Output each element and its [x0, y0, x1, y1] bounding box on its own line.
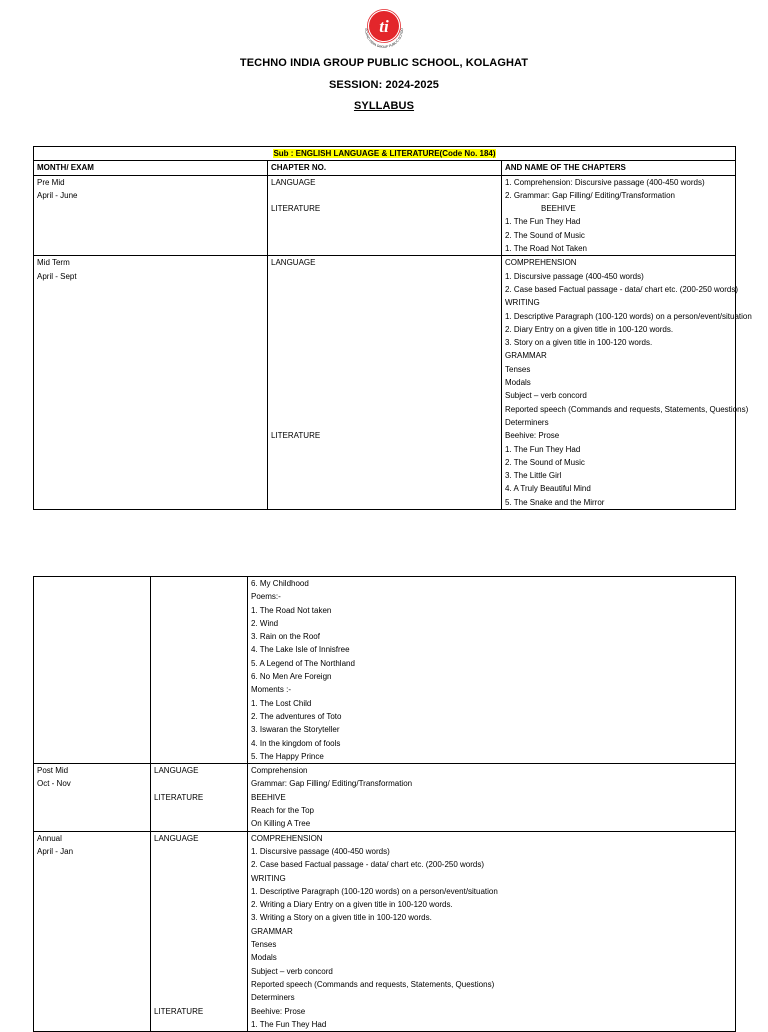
- session-label: SESSION: 2024-2025: [328, 79, 440, 91]
- chapter-type-label: [154, 858, 244, 871]
- chapter-line: Moments :-: [251, 685, 292, 695]
- chapter-type-label: [154, 911, 244, 924]
- chapter-type-label: [271, 403, 498, 416]
- chapter-type-label: [271, 283, 498, 296]
- chapter-line: Reach for the Top: [251, 806, 315, 816]
- chapter-line: 1. Discursive passage (400-450 words): [251, 846, 390, 856]
- chapter-type-label: LITERATURE: [271, 431, 321, 441]
- chapter-line: 5. The Happy Prince: [251, 751, 324, 761]
- chapter-type-label: [154, 777, 244, 790]
- chapter-type-label: [154, 951, 244, 964]
- chapter-line: 4. A Truly Beautiful Mind: [505, 484, 591, 494]
- chapter-type-label: [154, 898, 244, 911]
- chapter-line: WRITING: [251, 873, 286, 883]
- chapter-line: 1. The Fun They Had: [251, 1019, 327, 1029]
- chapter-line: WRITING: [505, 298, 540, 308]
- chapter-type-label: [154, 817, 244, 830]
- table-row: [34, 577, 736, 764]
- chapter-line: COMPREHENSION: [251, 833, 323, 843]
- subject-heading: Sub : ENGLISH LANGUAGE & LITERATURE(Code No. 184): [34, 147, 736, 161]
- chapter-type-label: [271, 270, 498, 283]
- chapter-type-label: [271, 482, 498, 495]
- chapter-line: Tenses: [505, 364, 531, 374]
- chapter-type-label: LANGUAGE: [154, 833, 199, 843]
- chapter-type-label: [271, 242, 498, 255]
- chapter-type-label: [271, 296, 498, 309]
- school-logo-icon: [357, 8, 411, 50]
- chapter-line: Poems:-: [251, 592, 281, 602]
- chapter-line: 3. Story on a given title in 100-120 words.: [505, 338, 653, 348]
- exam-label: Mid Term: [37, 258, 70, 268]
- chapter-type-label: [271, 496, 498, 509]
- chapter-line: 5. A Legend of The Northland: [251, 658, 355, 668]
- chapter-line: 1. Descriptive Paragraph (100-120 words) on a person/event/situation: [251, 886, 498, 896]
- chapter-type-label: [154, 965, 244, 978]
- table-row: [34, 175, 736, 256]
- chapter-type-label: [271, 443, 498, 456]
- chapter-line: 4. The Lake Isle of Innisfree: [251, 645, 350, 655]
- chapter-line: 3. Iswaran the Storyteller: [251, 725, 340, 735]
- chapter-line: Beehive: Prose: [251, 1006, 306, 1016]
- chapter-line: Modals: [251, 953, 277, 963]
- chapter-line: 3. Writing a Story on a given title in 100-120 words.: [251, 913, 432, 923]
- chapter-line: COMPREHENSION: [505, 258, 577, 268]
- table-row: [34, 831, 736, 1031]
- chapter-line: BEEHIVE: [251, 792, 286, 802]
- chapter-line: GRAMMAR: [251, 926, 293, 936]
- chapter-line: BEEHIVE: [541, 204, 576, 214]
- exam-label: April - June: [37, 190, 78, 200]
- chapter-type-label: [271, 376, 498, 389]
- chapter-type-label: [154, 1018, 244, 1031]
- chapter-type-label: [271, 363, 498, 376]
- chapter-line: 3. Rain on the Roof: [251, 632, 320, 642]
- chapter-line: On Killing A Tree: [251, 819, 311, 829]
- chapter-line: Reported speech (Commands and requests, Statements, Questions): [505, 404, 749, 414]
- chapter-line: 2. The Sound of Music: [505, 230, 585, 240]
- column-header: CHAPTER NO.: [268, 161, 502, 175]
- chapter-line: 2. Wind: [251, 618, 279, 628]
- chapter-type-label: [271, 456, 498, 469]
- exam-label: Pre Mid: [37, 177, 65, 187]
- chapter-line: Comprehension: [251, 766, 308, 776]
- school-name: TECHNO INDIA GROUP PUBLIC SCHOOL, KOLAGHAT: [239, 57, 529, 69]
- chapter-line: 2. The adventures of Toto: [251, 711, 342, 721]
- chapter-type-label: [271, 416, 498, 429]
- chapter-line: 6. No Men Are Foreign: [251, 672, 332, 682]
- chapter-line: GRAMMAR: [505, 351, 547, 361]
- table-row: [34, 764, 736, 831]
- chapter-type-label: [154, 925, 244, 938]
- exam-label: April - Sept: [37, 271, 77, 281]
- chapter-type-label: [271, 349, 498, 362]
- chapter-line: 2. Writing a Diary Entry on a given title in 100-120 words.: [251, 900, 453, 910]
- chapter-type-label: [154, 938, 244, 951]
- exam-label: Post Mid: [37, 766, 69, 776]
- chapter-line: Reported speech (Commands and requests, Statements, Questions): [251, 979, 495, 989]
- chapter-type-label: LITERATURE: [154, 1006, 204, 1016]
- svg-text:TECHNO INDIA GROUP PUBLIC SCHO: ECHNO INDIA GROUP PUBLIC SCHOO: [363, 28, 405, 50]
- chapter-type-label: [154, 845, 244, 858]
- svg-text:ti: ti: [379, 17, 389, 36]
- chapter-line: 2. Diary Entry on a given title in 100-120 words.: [505, 324, 674, 334]
- chapter-line: 1. The Road Not Taken: [505, 244, 587, 254]
- chapter-line: Determiners: [505, 417, 549, 427]
- chapter-line: 5. The Snake and the Mirror: [505, 497, 605, 507]
- chapter-type-label: [271, 189, 498, 202]
- chapter-type-label: [154, 872, 244, 885]
- chapter-line: 1. Descriptive Paragraph (100-120 words) on a person/event/situation: [505, 311, 752, 321]
- chapter-type-label: [271, 469, 498, 482]
- chapter-line: 2. Grammar: Gap Filling/ Editing/Transformation: [505, 190, 675, 200]
- column-header: AND NAME OF THE CHAPTERS: [502, 161, 736, 175]
- chapter-line: 1. The Fun They Had: [505, 444, 581, 454]
- chapter-line: Subject – verb concord: [505, 391, 587, 401]
- chapter-line: 1. The Fun They Had: [505, 217, 581, 227]
- exam-label: Oct - Nov: [37, 779, 71, 789]
- syllabus-title: SYLLABUS: [353, 100, 415, 112]
- chapter-line: 3. The Little Girl: [505, 471, 562, 481]
- chapter-line: Beehive: Prose: [505, 431, 560, 441]
- table-row: [34, 256, 736, 510]
- chapter-type-label: [271, 336, 498, 349]
- chapter-line: Grammar: Gap Filling/ Editing/Transformation: [251, 779, 413, 789]
- chapter-line: Tenses: [251, 940, 277, 950]
- chapter-line: 2. Case based Factual passage - data/ chart etc. (200-250 words): [251, 860, 485, 870]
- chapter-line: Subject – verb concord: [251, 966, 333, 976]
- chapter-type-label: [271, 215, 498, 228]
- exam-label: April - Jan: [37, 846, 74, 856]
- syllabus-table-continued: [33, 576, 736, 1032]
- chapter-line: 1. Comprehension: Discursive passage (400-450 words): [505, 177, 705, 187]
- chapter-type-label: [154, 804, 244, 817]
- chapter-line: 6. My Childhood: [251, 579, 309, 588]
- chapter-line: 1. Discursive passage (400-450 words): [505, 271, 644, 281]
- chapter-line: 1. The Road Not taken: [251, 605, 332, 615]
- chapter-type-label: [154, 885, 244, 898]
- syllabus-table: [33, 146, 752, 510]
- chapter-type-label: LANGUAGE: [271, 177, 316, 187]
- chapter-line: 2. Case based Factual passage - data/ chart etc. (200-250 words): [505, 284, 739, 294]
- chapter-type-label: [271, 310, 498, 323]
- chapter-line: 2. The Sound of Music: [505, 457, 585, 467]
- chapter-type-label: LITERATURE: [154, 792, 204, 802]
- chapter-line: Modals: [505, 378, 531, 388]
- chapter-type-label: [271, 229, 498, 242]
- chapter-type-label: [271, 389, 498, 402]
- chapter-line: 4. In the kingdom of fools: [251, 738, 341, 748]
- chapter-type-label: LANGUAGE: [154, 766, 199, 776]
- chapter-line: Determiners: [251, 993, 295, 1003]
- column-header: MONTH/ EXAM: [34, 161, 268, 175]
- chapter-line: 1. The Lost Child: [251, 698, 312, 708]
- chapter-type-label: LITERATURE: [271, 204, 321, 214]
- chapter-type-label: [271, 323, 498, 336]
- exam-label: Annual: [37, 833, 62, 843]
- table-header-row: [34, 161, 736, 175]
- chapter-type-label: [154, 991, 244, 1004]
- chapter-type-label: LANGUAGE: [271, 258, 316, 268]
- chapter-type-label: [154, 978, 244, 991]
